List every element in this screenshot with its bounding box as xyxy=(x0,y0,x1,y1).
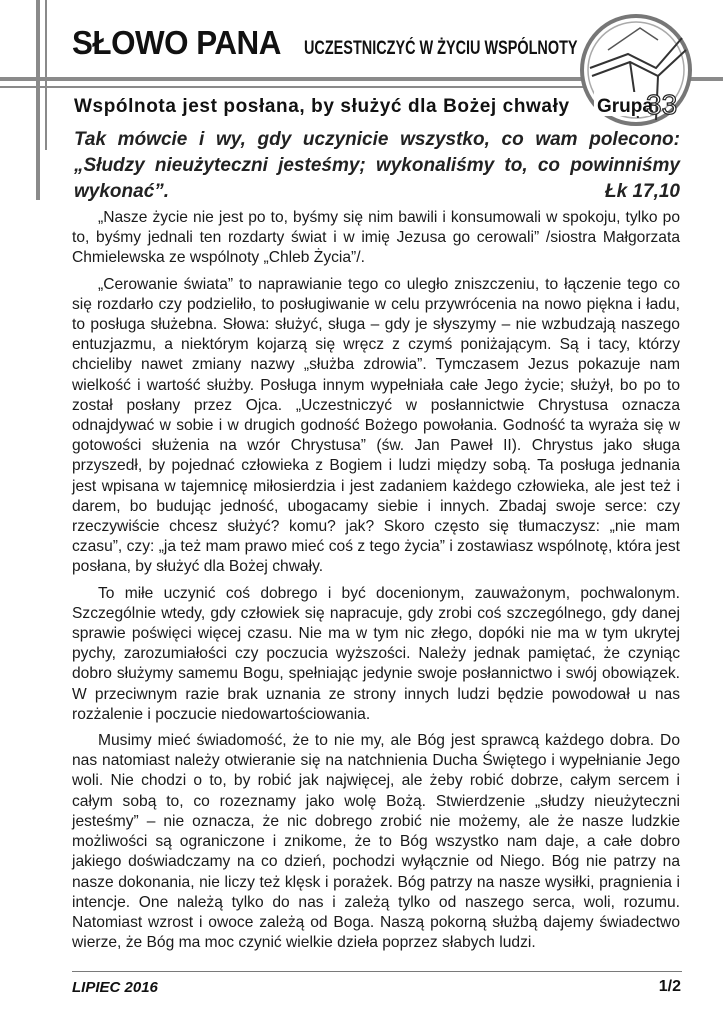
quote-reference: Łk 17,10 xyxy=(605,181,680,202)
paragraph: „Nasze życie nie jest po to, byśmy się nim bawili i konsumowali w spokoju, tylko po to, byśmy jednali ten rozdarty świat i w imię Jezusa go cerowali” /siostra Małgorzata Chmielewska ze wspólnoty „Chleb Życia”/. xyxy=(72,209,680,267)
scripture-quote xyxy=(74,127,680,205)
logo-number: 33 xyxy=(646,89,678,120)
page-number: 1/2 xyxy=(658,978,681,995)
quote-text: Tak mówcie i wy, gdy uczynicie wszystko, co wam polecono: „Słudzy nieużyteczni jesteśmy; wykonaliśmy to, co powinniśmy wykonać”. xyxy=(74,129,680,202)
article-body xyxy=(72,208,680,959)
frame-vertical-line-thin xyxy=(45,0,47,150)
frame-horizontal-line-thin xyxy=(0,86,640,88)
paragraph: To miłe uczynić coś dobrego i być docenionym, zauważonym, pochwalonym. Szczególnie wtedy, gdy człowiek się napracuje, gdy zrobi coś szczególnego, gdy danej sprawie poświęci więcej czasu. Nie ma w tym nic złego, dopóki nie ma w tym ukrytej pychy, zarozumiałości czy poczucia wyższości. Należy jednak pamiętać, że czyniąc dobro służymy samemu Bogu, spełniając jedynie swoje posłannictwo i swój obowiązek. W przeciwnym razie brak uznania ze strony innych ludzi będzie powodował u nas rozżalenie i poczucie niedowartościowania. xyxy=(72,584,680,723)
paragraph: Musimy mieć świadomość, że to nie my, ale Bóg jest sprawcą każdego dobra. Do nas natomiast należy otwieranie się na natchnienia Ducha Świętego i wypełnianie Jego woli. Nie chodzi o to, by robić jak najwięcej, ale żeby robić dobrze, całym sercem i całym sobą to, co rozeznamy jako wolę Bożą. Stwierdzenie „słudzy nieużyteczni jesteśmy” – nie oznacza, że nic dobrego zrobić nie możemy, ale że nasze ludzkie możliwości są ograniczone i znikome, że to Bóg wszystko nam daje, a całe dobro jakiego doświadczamy na co dzień, pochodzi wyłącznie od Niego. Bóg nie patrzy na nasze dokonania, nie liczy też klęsk i porażek. Bóg patrzy na nasze wysiłki, pragnienia i intencje. One należą tylko do nas i zależą tylko od naszego serca, woli, rozumu. Natomiast wzrost i owoce zależą od Boga. Naszą pokorną służbą dajemy świadectwo wierze, że Bóg ma moc czynić wielkie dzieła poprzez słabych ludzi. xyxy=(72,732,680,952)
group-logo xyxy=(578,10,694,130)
page-title: SŁOWO PANA xyxy=(72,24,281,61)
logo-label: Grupa xyxy=(597,96,653,117)
paragraph: „Cerowanie świata” to naprawianie tego co uległo zniszczeniu, to łączenie tego co się rozdarło czy podzieliło, to posługiwanie w celu przywrócenia na nowo piękna i ładu, to posługa służebna. Słowa: służyć, sługa – gdy je słyszymy – nie wzbudzają naszego entuzjazmu, a niektórym kojarzą się wręcz z czymś poniżającym. Są i tacy, którzy chcieliby nawet zmiany nazwy „służba zdrowia”. Tymczasem Jezus pokazuje nam wielkość i wartość służby. Posługa innym wypełniała całe Jego życie; służył, bo po to został posłany przez Ojca. „Uczestniczyć w posłannictwie Chrystusa oznacza odnajdywać w sobie i w drugich godność Bożego powołania. Godność ta wyraża się w gotowości służenia na wzór Chrystusa” (św. Jan Paweł II). Chrystus jako sługa przyszedł, by pojednać człowieka z Bogiem i ludzi między sobą. Ta posługa jednania jest wpisana w tajemnicę miłosierdzia i jest zadaniem każdego człowieka, ale jest też i darem, bo budując jedność, ubogacamy siebie i innych. Zbadaj swoje serce: czy rzeczywiście chcesz służyć? komu? jak? Skoro często się tłumaczysz: „nie mam czasu”, czy: „ja też mam prawo mieć coś z tego życia” i zostawiasz wspólnotę, która jest posłana, by służyć dla Bożej chwały. xyxy=(72,275,680,576)
footer-date: LIPIEC 2016 xyxy=(72,979,158,996)
page-subtitle: UCZESTNICZYĆ W ŻYCIU WSPÓLNOTY xyxy=(304,38,578,59)
frame-vertical-line xyxy=(36,0,40,200)
article-heading: Wspólnota jest posłana, by służyć dla Bożej chwały xyxy=(74,96,570,117)
footer-divider xyxy=(72,971,682,972)
